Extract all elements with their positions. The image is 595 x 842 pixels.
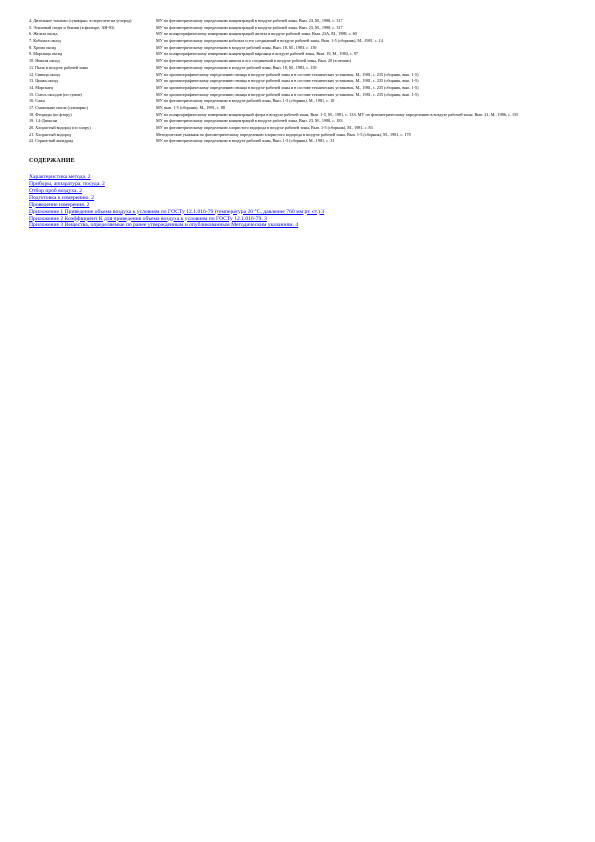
substance-name-cell: 9. Марганца оксид bbox=[29, 51, 63, 57]
toc-link[interactable]: Подготовка к измерению. 2 bbox=[29, 194, 95, 201]
table-row bbox=[29, 132, 569, 139]
method-reference-cell: МУ по полярографическому измерению концентраций марганца в воздухе рабочей зоны, Вып. 19, М., 1984, с. 97 bbox=[156, 51, 359, 57]
substance-name-cell: 6. Железа оксид bbox=[29, 31, 58, 37]
table-row bbox=[29, 118, 569, 125]
table-row bbox=[29, 18, 569, 25]
method-reference-cell: МУ по фотометрическому определению кобальта и его соединений в воздухе рабочей зоны, Вып. 1-5 (сборник), М., 1981, с. 14 bbox=[156, 38, 383, 44]
toc-item bbox=[29, 174, 569, 181]
method-reference-cell: МУ по хроматографическому определению свинца в воздухе рабочей зоны и в составе технических установок, М., 1981, с. 235 (сборник, вып. 1-5) bbox=[156, 78, 419, 84]
table-row bbox=[29, 45, 569, 52]
toc-link[interactable]: Проведение измерения. 2 bbox=[29, 201, 90, 208]
method-reference-cell: МУ по фотометрическому определению концентраций в воздухе рабочей зоны, Вып. 23, М., 1988, с. 317 bbox=[156, 18, 343, 23]
substance-name-cell: 19. 1,4-Диоксан bbox=[29, 118, 58, 124]
method-reference-cell: МУ по фотометрическому определению концентраций в воздухе рабочей зоны, Вып. 23, М., 1988, с. 317 bbox=[156, 24, 343, 30]
substance-name-cell: 8. Хрома оксид bbox=[29, 44, 57, 50]
toc-link[interactable]: Отбор проб воздуха. 2 bbox=[29, 187, 83, 194]
method-reference-cell: МУ по фотометрическому определению в воздухе рабочей зоны, Вып. 18, М., 1983, с. 139 bbox=[156, 64, 317, 70]
document-page bbox=[29, 18, 569, 229]
substance-name-cell: 18. Фториды (по фтору) bbox=[29, 111, 72, 117]
method-reference-cell: МУ по полярографическому измерению концентраций фтора в воздухе рабочей зоны, Вып. 1-5, М., 1981, с. 133; МУ по фотометрическому определению в воздухе рабочей зоны, Вып. 21, М., 1986, с. 155 bbox=[156, 111, 519, 117]
toc-link[interactable]: Приложение 1 Приведение объема воздуха к условиям по ГОСТу 12.1.016-79 (температура 20 °С, давление 760 мм рт. ст.) 3 bbox=[29, 208, 325, 215]
table-row bbox=[29, 78, 569, 85]
substance-name-cell: 5. Этиловый спирт и бензин (в фильтре, АИ-93) bbox=[29, 24, 115, 30]
toc-link[interactable]: Приложение 2 Коэффициент К для приведения объема воздуха к условиям по ГОСТу 12.1.016-79. 3 bbox=[29, 215, 267, 222]
table-of-contents bbox=[29, 174, 569, 229]
table-row bbox=[29, 72, 569, 79]
substance-name-cell: 21. Хлористый водород bbox=[29, 131, 71, 137]
substance-name-cell: 15. Смесь оксидов (по сумме) bbox=[29, 91, 83, 97]
toc-item bbox=[29, 188, 569, 195]
substance-name-cell: 7. Кобальта оксид bbox=[29, 38, 61, 44]
table-row bbox=[29, 65, 569, 72]
method-reference-cell: МУ по полярографическому измерению концентраций железа в воздухе рабочей зоны, Вып. 23А, М., 1988, с. 60 bbox=[156, 31, 357, 37]
toc-item bbox=[29, 222, 569, 229]
method-reference-cell: МУ по хроматографическому определению свинца в воздухе рабочей зоны и в составе технических установок, М., 1981, с. 235 (сборник, вып. 1-5) bbox=[156, 91, 419, 97]
substance-name-cell: 22. Сернистый ангидрид bbox=[29, 138, 74, 144]
method-reference-cell: МУ по фотометрическому определению хлористого водорода в воздухе рабочей зоны, Вып. 1-5 (сборник), М., 1981, с. 83 bbox=[156, 125, 373, 130]
table-row bbox=[29, 138, 569, 145]
method-reference-cell: МУ, вып. 1-5 (сборник), М., 1981, с. 88 bbox=[156, 104, 225, 110]
toc-item bbox=[29, 195, 569, 202]
substances-table bbox=[29, 18, 569, 145]
table-row bbox=[29, 25, 569, 32]
substance-name-cell: 16. Сажа bbox=[29, 98, 45, 104]
toc-link[interactable]: Приборы, аппаратура, посуда. 2 bbox=[29, 180, 105, 187]
substance-name-cell: 14. Марганец bbox=[29, 84, 53, 90]
table-row bbox=[29, 92, 569, 99]
substance-name-cell: 20. Хлористый водород (по хлору) bbox=[29, 125, 91, 130]
table-row bbox=[29, 38, 569, 45]
table-row bbox=[29, 58, 569, 65]
table-row bbox=[29, 105, 569, 112]
substance-name-cell: 4. Дизельное топливо (суммарно, в пересчете на углерод) bbox=[29, 18, 132, 23]
toc-link[interactable]: Характеристика метода. 2 bbox=[29, 174, 91, 181]
table-row bbox=[29, 112, 569, 119]
method-reference-cell: МУ по хроматографическому определению свинца в воздухе рабочей зоны и в составе технических установок, М., 1981, с. 235 (сборник, вып. 1-5) bbox=[156, 71, 419, 77]
substances-table-body bbox=[29, 18, 569, 145]
substance-name-cell: 17. Смазочные масла (суммарно) bbox=[29, 104, 88, 110]
toc-item bbox=[29, 202, 569, 209]
toc-item bbox=[29, 181, 569, 188]
toc-title: СОДЕРЖАНИЕ bbox=[29, 158, 75, 165]
method-reference-cell: МУ по фотометрическому определению никеля и его соединений в воздухе рабочей зоны, Вып. 20 (в печати) bbox=[156, 58, 351, 64]
toc-item bbox=[29, 209, 569, 216]
substance-name-cell: 11. Пыль в воздухе рабочей зоны bbox=[29, 64, 88, 70]
substance-name-cell: 13. Цинка оксид bbox=[29, 78, 58, 84]
method-reference-cell: МУ по фотометрическому определению концентраций в воздухе рабочей зоны, Вып. 23, М., 1988, с. 183 bbox=[156, 118, 343, 124]
method-reference-cell: МУ по фотометрическому определению в воздухе рабочей зоны, Вып. 1-5 (сборник), М., 1981, с. 31 bbox=[156, 138, 335, 144]
table-row bbox=[29, 51, 569, 58]
table-row bbox=[29, 125, 569, 132]
table-row bbox=[29, 85, 569, 92]
substance-name-cell: 12. Свинца оксид bbox=[29, 71, 60, 77]
method-reference-cell: Методические указания по фотометрическому определению хлористого водорода в воздухе рабочей зоны, Вып. 1-5 (сборник), М., 1981, с. 170 bbox=[156, 131, 411, 137]
toc-link[interactable]: Приложение 3 Вещества, определяемые по ранее утвержденным и опубликованным Методическим указаниям. 4 bbox=[29, 222, 299, 229]
method-reference-cell: МУ по фотометрическому определению в воздухе рабочей зоны, Вып. 18, М., 1983, с. 139 bbox=[156, 44, 317, 50]
table-row bbox=[29, 31, 569, 38]
method-reference-cell: МУ по фотометрическому определению в воздухе рабочей зоны, Вып. 1-5 (сборник), М., 1981, с. 18 bbox=[156, 98, 335, 104]
substance-name-cell: 10. Никеля оксид bbox=[29, 58, 60, 64]
method-reference-cell: МУ по хроматографическому определению свинца в воздухе рабочей зоны и в составе технических установок, М., 1981, с. 235 (сборник, вып. 1-5) bbox=[156, 84, 419, 90]
table-row bbox=[29, 98, 569, 105]
